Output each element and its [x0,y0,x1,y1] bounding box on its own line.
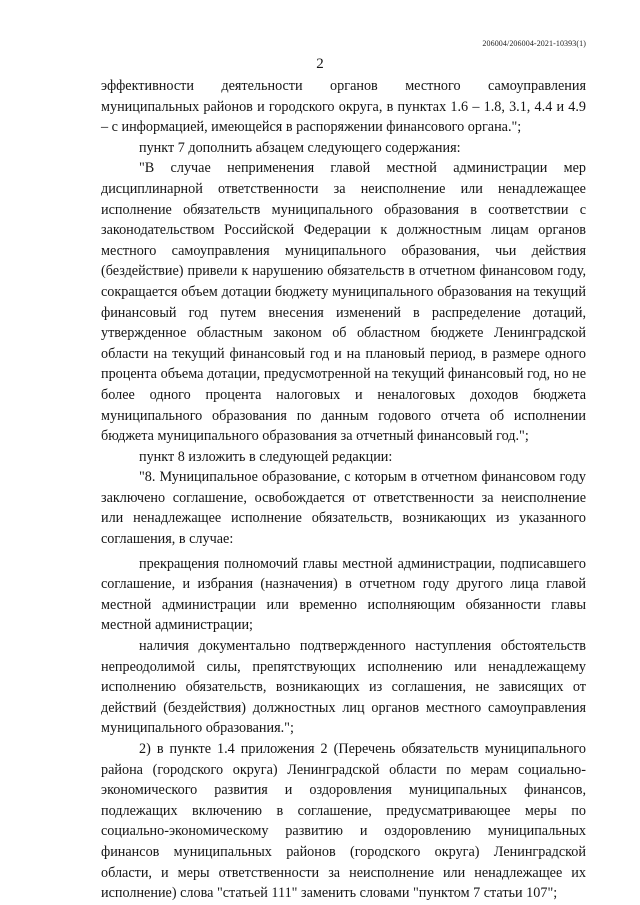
document-id: 206004/206004-2021-10393(1) [482,39,586,48]
paragraph-quote-item-8: "8. Муниципальное образование, с которым в отчетном финансовом году заключено соглашение, освобождается от ответственности за неисполнение или ненадлежащее исполнение обязательств, возникающих из указанного соглашения, в случае: [101,469,586,548]
paragraph-case-force-majeure: наличия документально подтвержденного наступления обстоятельств непреодолимой силы, препятствующих исполнению или ненадлежащему исполнению обязательств, возникающих из соглашения, не зависящих от действий (бездействия) должностных лиц органов местного самоуправления муниципального образования."; [101,638,586,737]
paragraph-amend-item-8: пункт 8 изложить в следующей редакции: [139,448,393,465]
page-number: 2 [316,56,324,72]
document-body [101,76,586,904]
paragraph-case-termination: прекращения полномочий главы местной администрации, подписавшего соглашение, и избрания (назначения) в отчетном году другого лица главой местной администрации или временно исполняющим обязанности главы местной администрации; [101,555,586,634]
paragraph-amend-item-7: пункт 7 дополнить абзацем следующего содержания: [139,139,461,156]
paragraph-continuation: эффективности деятельности органов местного самоуправления муниципальных районов и городского округа, в пунктах 1.6 – 1.8, 3.1, 4.4 и 4.9 – с информацией, имеющейся в распоряжении финансового органа."; [101,78,586,136]
paragraph-amend-appendix-2: 2) в пункте 1.4 приложения 2 (Перечень обязательств муниципального района (городского округа) Ленинградской области по мерам социально-экономического развития и оздоровления муниципальных финансов, подлежащих включению в соглашение, предусматривающее меры по социально-экономическому развитию и оздоровлению муниципальных финансов муниципальных районов (городского округа) Ленинградской области, и меры ответственности за неисполнение или ненадлежащее их исполнение) слова "статьей 111" заменить словами "пунктом 7 статьи 107"; [101,741,586,902]
paragraph-quote-item-7: "В случае неприменения главой местной администрации мер дисциплинарной ответственности за неисполнение или ненадлежащее исполнение обязательств муниципального образования в соответствии с законодательством Российской Федерации к должностным лицам органов местного самоуправления муниципального образования, чьи действия (бездействие) привели к нарушению обязательств в отчетном финансовом году, сокращается объем дотации бюджету муниципального образования на текущий финансовый год путем внесения изменений в распределение дотаций, утвержденное областным законом об областном бюджете Ленинградской области на текущий финансовый год и на плановый период, в размере одного процента объема дотации, предусмотренной на текущий финансовый год, но не более одного процента налоговых и неналоговых доходов бюджета муниципального образования по данным годового отчета об исполнении бюджета муниципального образования за отчетный финансовый год."; [101,160,586,445]
